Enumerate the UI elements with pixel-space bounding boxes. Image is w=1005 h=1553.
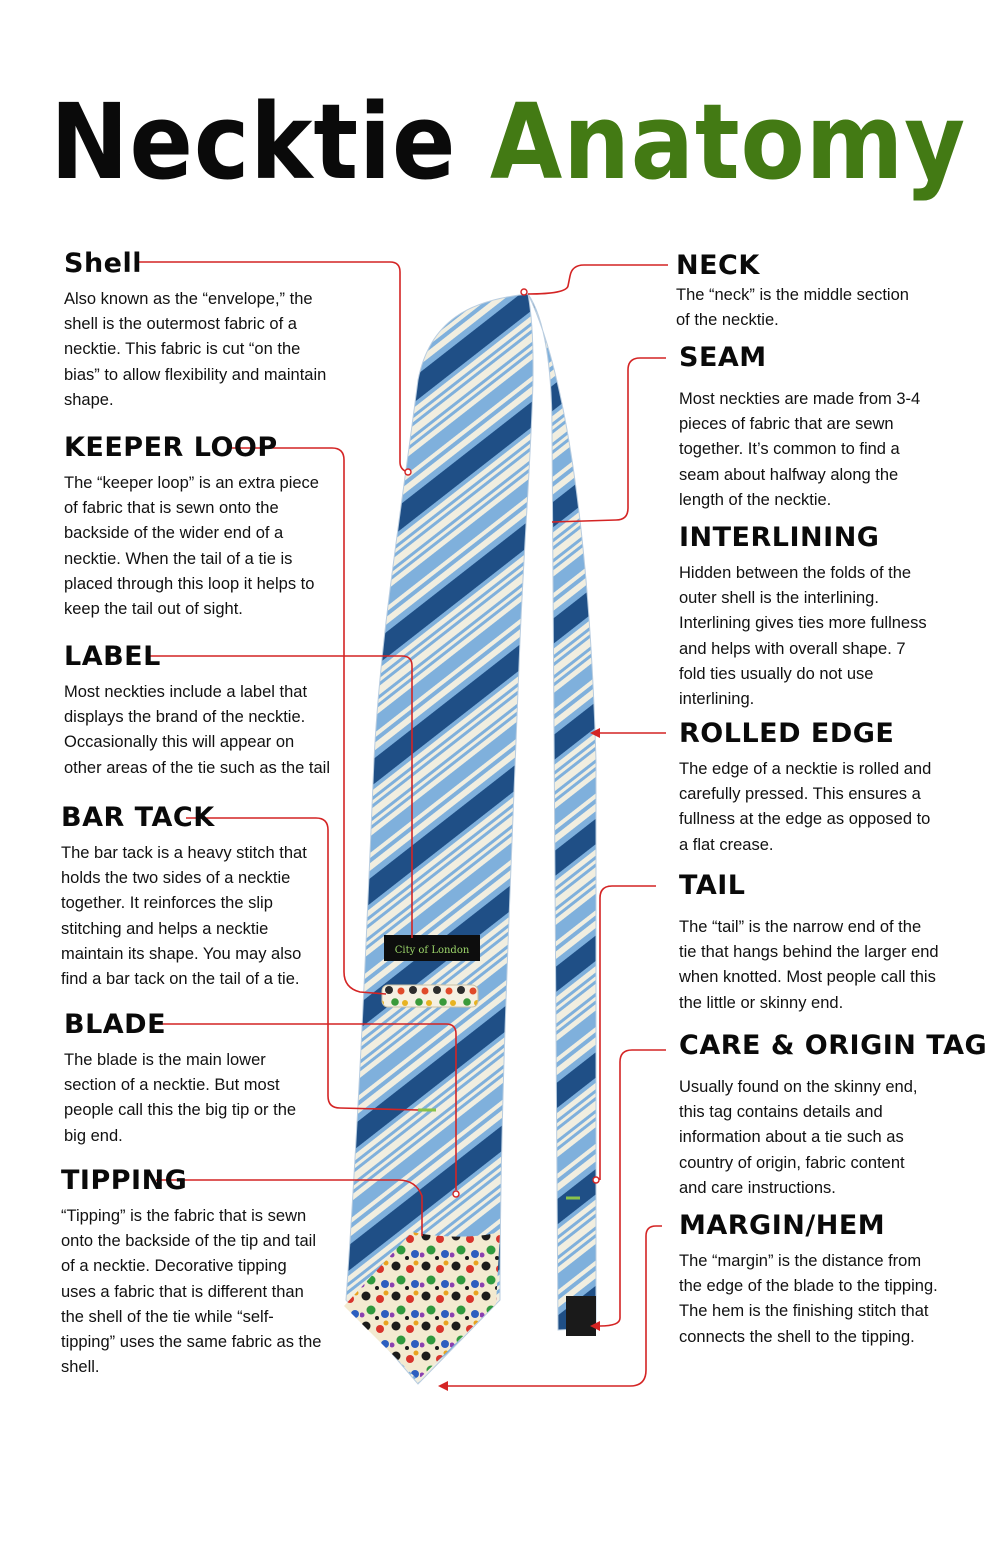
part-margin-hem — [679, 1210, 941, 1350]
tipping-description: “Tipping” is the fabric that is sewn onto the backside of the tip and tail of a necktie. Decorative tipping uses a fabric that is different than the shell of the tie while “self-tipping” uses the same fabric as the shell. — [61, 1207, 322, 1377]
care-origin-tag — [566, 1296, 596, 1336]
part-tail — [679, 870, 941, 1016]
part-blade — [64, 1009, 316, 1149]
title-word-necktie: Necktie — [50, 81, 457, 203]
tipping-heading: TIPPING — [61, 1165, 188, 1196]
rolled-edge-description: The edge of a necktie is rolled and carefully pressed. This ensures a fullness at the edge as opposed to a flat crease. — [679, 760, 932, 854]
leader-care-tag — [600, 1050, 666, 1326]
part-interlining — [679, 522, 933, 712]
interlining-description: Hidden between the folds of the outer shell is the interlining. Interlining gives ties more fullness and helps with overall shape. 7 fold ties usually do not use interlining. — [679, 564, 927, 709]
bar-tack-description: The bar tack is a heavy stitch that holds the two sides of a necktie together. It reinforces the slip stitching and helps a necktie maintain its shape. You may also find a bar tack on the tail of a tie. — [61, 844, 307, 989]
margin-hem-heading: MARGIN/HEM — [679, 1210, 886, 1241]
interlining-heading: INTERLINING — [679, 522, 880, 553]
part-shell — [64, 248, 336, 413]
part-neck — [676, 250, 926, 333]
margin-hem-description: The “margin” is the distance from the edge of the blade to the tipping. The hem is the finishing stitch that connects the shell to the tipping. — [679, 1252, 938, 1346]
blade-description: The blade is the main lower section of a necktie. But most people call this the big tip or the big end. — [64, 1051, 297, 1145]
tie-blade — [346, 294, 533, 1384]
tail-description: The “tail” is the narrow end of the tie that hangs behind the larger end when knotted. Most people call this the little or skinny end. — [679, 918, 939, 1012]
keeper-loop-heading: KEEPER LOOP — [64, 432, 278, 463]
label-description: Most neckties include a label that displays the brand of the necktie. Occasionally this will appear on other areas of the tie such as the tail — [64, 683, 330, 777]
rolled-edge-heading: ROLLED EDGE — [679, 718, 895, 749]
care-tag-heading: CARE & ORIGIN TAG — [679, 1030, 988, 1061]
tie-label-text: City of London — [394, 945, 470, 956]
part-rolled-edge — [679, 718, 941, 858]
seam-heading: SEAM — [679, 342, 767, 373]
label-heading: LABEL — [64, 641, 161, 672]
tie-tail — [528, 294, 596, 1330]
tail-heading: TAIL — [679, 870, 746, 901]
title-word-anatomy: Anatomy — [489, 81, 967, 203]
care-tag-description: Usually found on the skinny end, this tag contains details and information about a tie such as country of origin, fabric content and care instructions. — [679, 1078, 918, 1197]
bar-tack-heading: BAR TACK — [61, 802, 215, 833]
seam-description: Most neckties are made from 3-4 pieces of fabric that are sewn together. It’s common to find a seam about halfway along the length of the necktie. — [679, 390, 921, 509]
blade-heading: BLADE — [64, 1009, 167, 1040]
keeper-loop-description: The “keeper loop” is an extra piece of fabric that is sewn onto the backside of the wider end of a necktie. When the tail of a tie is placed through this loop it helps to keep the tail out of sight. — [64, 474, 319, 619]
part-tipping — [61, 1165, 323, 1380]
neck-description: The “neck” is the middle section of the necktie. — [676, 286, 909, 330]
part-seam — [679, 342, 941, 513]
leader-neck — [528, 265, 668, 294]
leader-tail — [600, 886, 656, 1180]
shell-heading: Shell — [64, 248, 142, 279]
shell-description: Also known as the “envelope,” the shell is the outermost fabric of a necktie. This fabric is cut “on the bias” to allow flexibility and maintain shape. — [64, 290, 327, 409]
part-label — [64, 641, 334, 781]
part-keeper-loop — [64, 432, 334, 622]
neck-heading: NECK — [676, 250, 760, 281]
part-care-origin-tag — [679, 1030, 988, 1201]
part-bar-tack — [61, 802, 323, 992]
keeper-loop — [382, 985, 478, 1007]
